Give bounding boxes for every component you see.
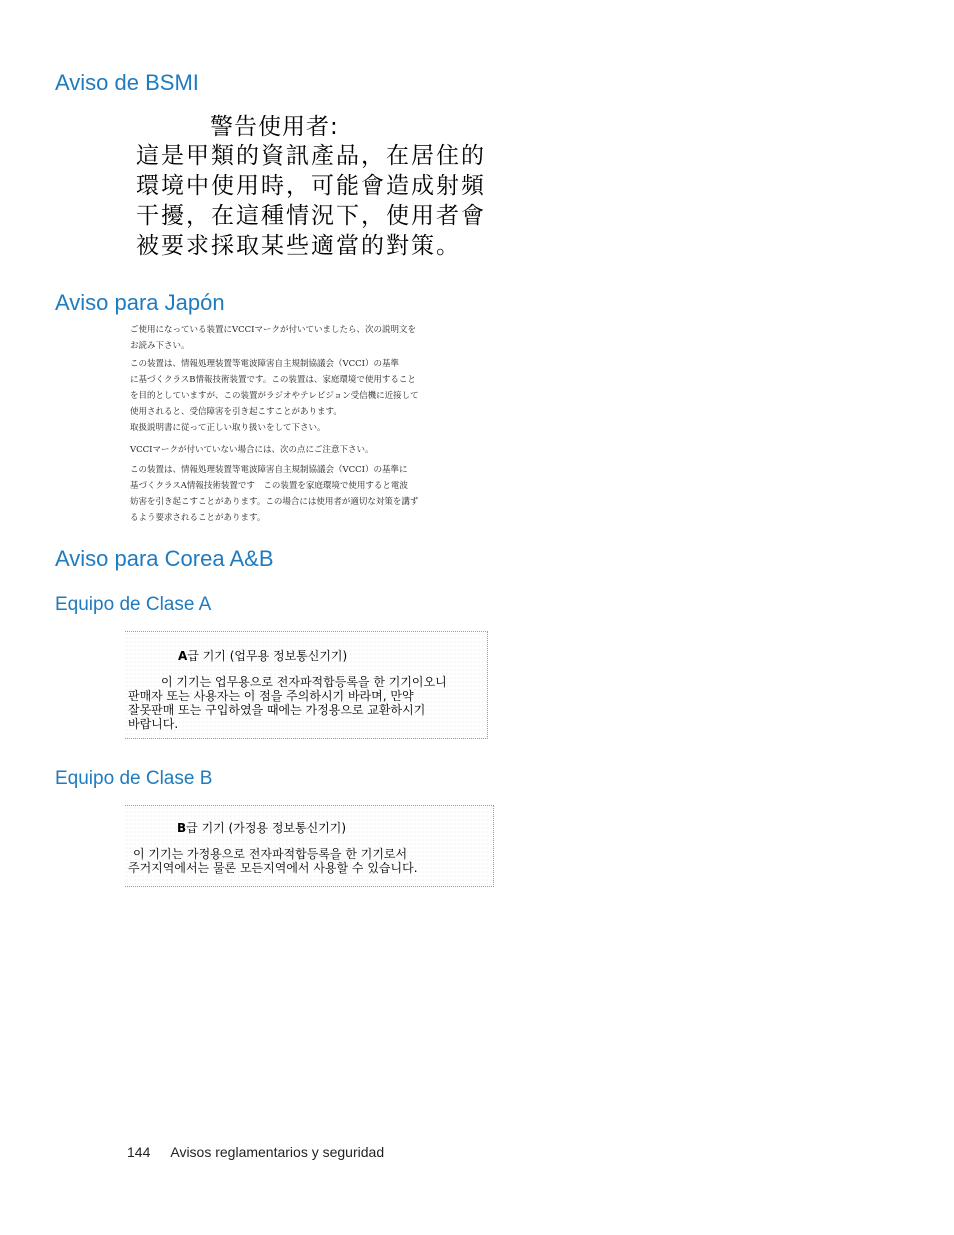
class-b-notice-box: [125, 805, 494, 887]
class-b-title: [177, 819, 346, 836]
japan-line: 妨害を引き起こすことがあります。この場合には使用者が適切な対策を講ず: [130, 497, 419, 507]
japan-line: お読み下さい。: [130, 341, 190, 351]
page-number: 144: [127, 1144, 151, 1160]
class-b-line: 주거지역에서는 물론 모든지역에서 사용할 수 있습니다.: [128, 861, 418, 875]
japan-line: 基づくクラスA情報技術装置です この装置を家庭環境で使用すると電波: [130, 481, 408, 491]
japan-line: に基づくクラスB情報技術装置です。この装置は、家庭環境で使用すること: [130, 375, 416, 385]
class-b-title-text: 급 기기 (가정용 정보통신기기): [186, 821, 347, 835]
class-a-body: [128, 675, 447, 731]
class-b-body: [128, 847, 418, 875]
class-b-line: 이 기기는 가정용으로 전자파적합등록을 한 기기로서: [133, 847, 408, 861]
bsmi-notice-body: [136, 141, 486, 261]
class-a-line: 판매자 또는 사용자는 이 점을 주의하시기 바라며, 만약: [128, 689, 414, 703]
class-a-line: 잘못판매 또는 구입하였을 때에는 가정용으로 교환하시기: [128, 703, 426, 717]
heading-bsmi: Aviso de BSMI: [55, 70, 199, 95]
heading-korea: Aviso para Corea A&B: [55, 546, 274, 571]
japan-line: この装置は、情報処理装置等電波障害自主規制協議会（VCCI）の基準: [130, 359, 400, 369]
bsmi-line: 環境中使用時，可能會造成射頻: [136, 173, 486, 199]
bsmi-line: 干擾，在這種情況下，使用者會: [136, 203, 486, 229]
bsmi-notice-title: 警告使用者:: [210, 114, 339, 140]
page-footer: [127, 1144, 384, 1160]
class-b-title-letter: B: [177, 821, 187, 835]
class-a-title-text: 급 기기 (업무용 정보통신기기): [187, 649, 348, 663]
japan-line: 使用されると、受信障害を引き起こすことがあります。: [130, 407, 342, 417]
heading-class-b: Equipo de Clase B: [55, 768, 213, 789]
class-a-title-letter: A: [178, 649, 188, 663]
bsmi-line: 這是甲類的資訊產品，在居住的: [136, 143, 486, 169]
heading-japan: Aviso para Japón: [55, 290, 225, 315]
japan-line: この装置は、情報処理装置等電波障害自主規制協議会（VCCI）の基準に: [130, 465, 408, 475]
japan-line: 取扱説明書に従って正しい取り扱いをして下さい。: [130, 423, 326, 433]
class-a-line: 바랍니다.: [128, 717, 179, 731]
japan-line: VCCIマークが付いていない場合には、次の点にご注意下さい。: [130, 445, 374, 455]
japan-notice-body: [130, 322, 419, 526]
japan-line: るよう要求されることがあります。: [130, 513, 266, 523]
heading-class-a: Equipo de Clase A: [55, 594, 212, 615]
class-a-title: [178, 647, 347, 664]
japan-line: ご使用になっている装置にVCCIマークが付いていましたら、次の説明文を: [130, 325, 417, 335]
japan-line: を目的としていますが、この装置がラジオやテレビジョン受信機に近接して: [130, 391, 419, 401]
bsmi-line: 被要求採取某些適當的對策。: [136, 233, 461, 259]
footer-section-title: Avisos reglamentarios y seguridad: [170, 1144, 385, 1160]
class-a-line: 이 기기는 업무용으로 전자파적합등록을 한 기기이오니: [161, 675, 447, 689]
class-a-notice-box: [125, 631, 488, 739]
